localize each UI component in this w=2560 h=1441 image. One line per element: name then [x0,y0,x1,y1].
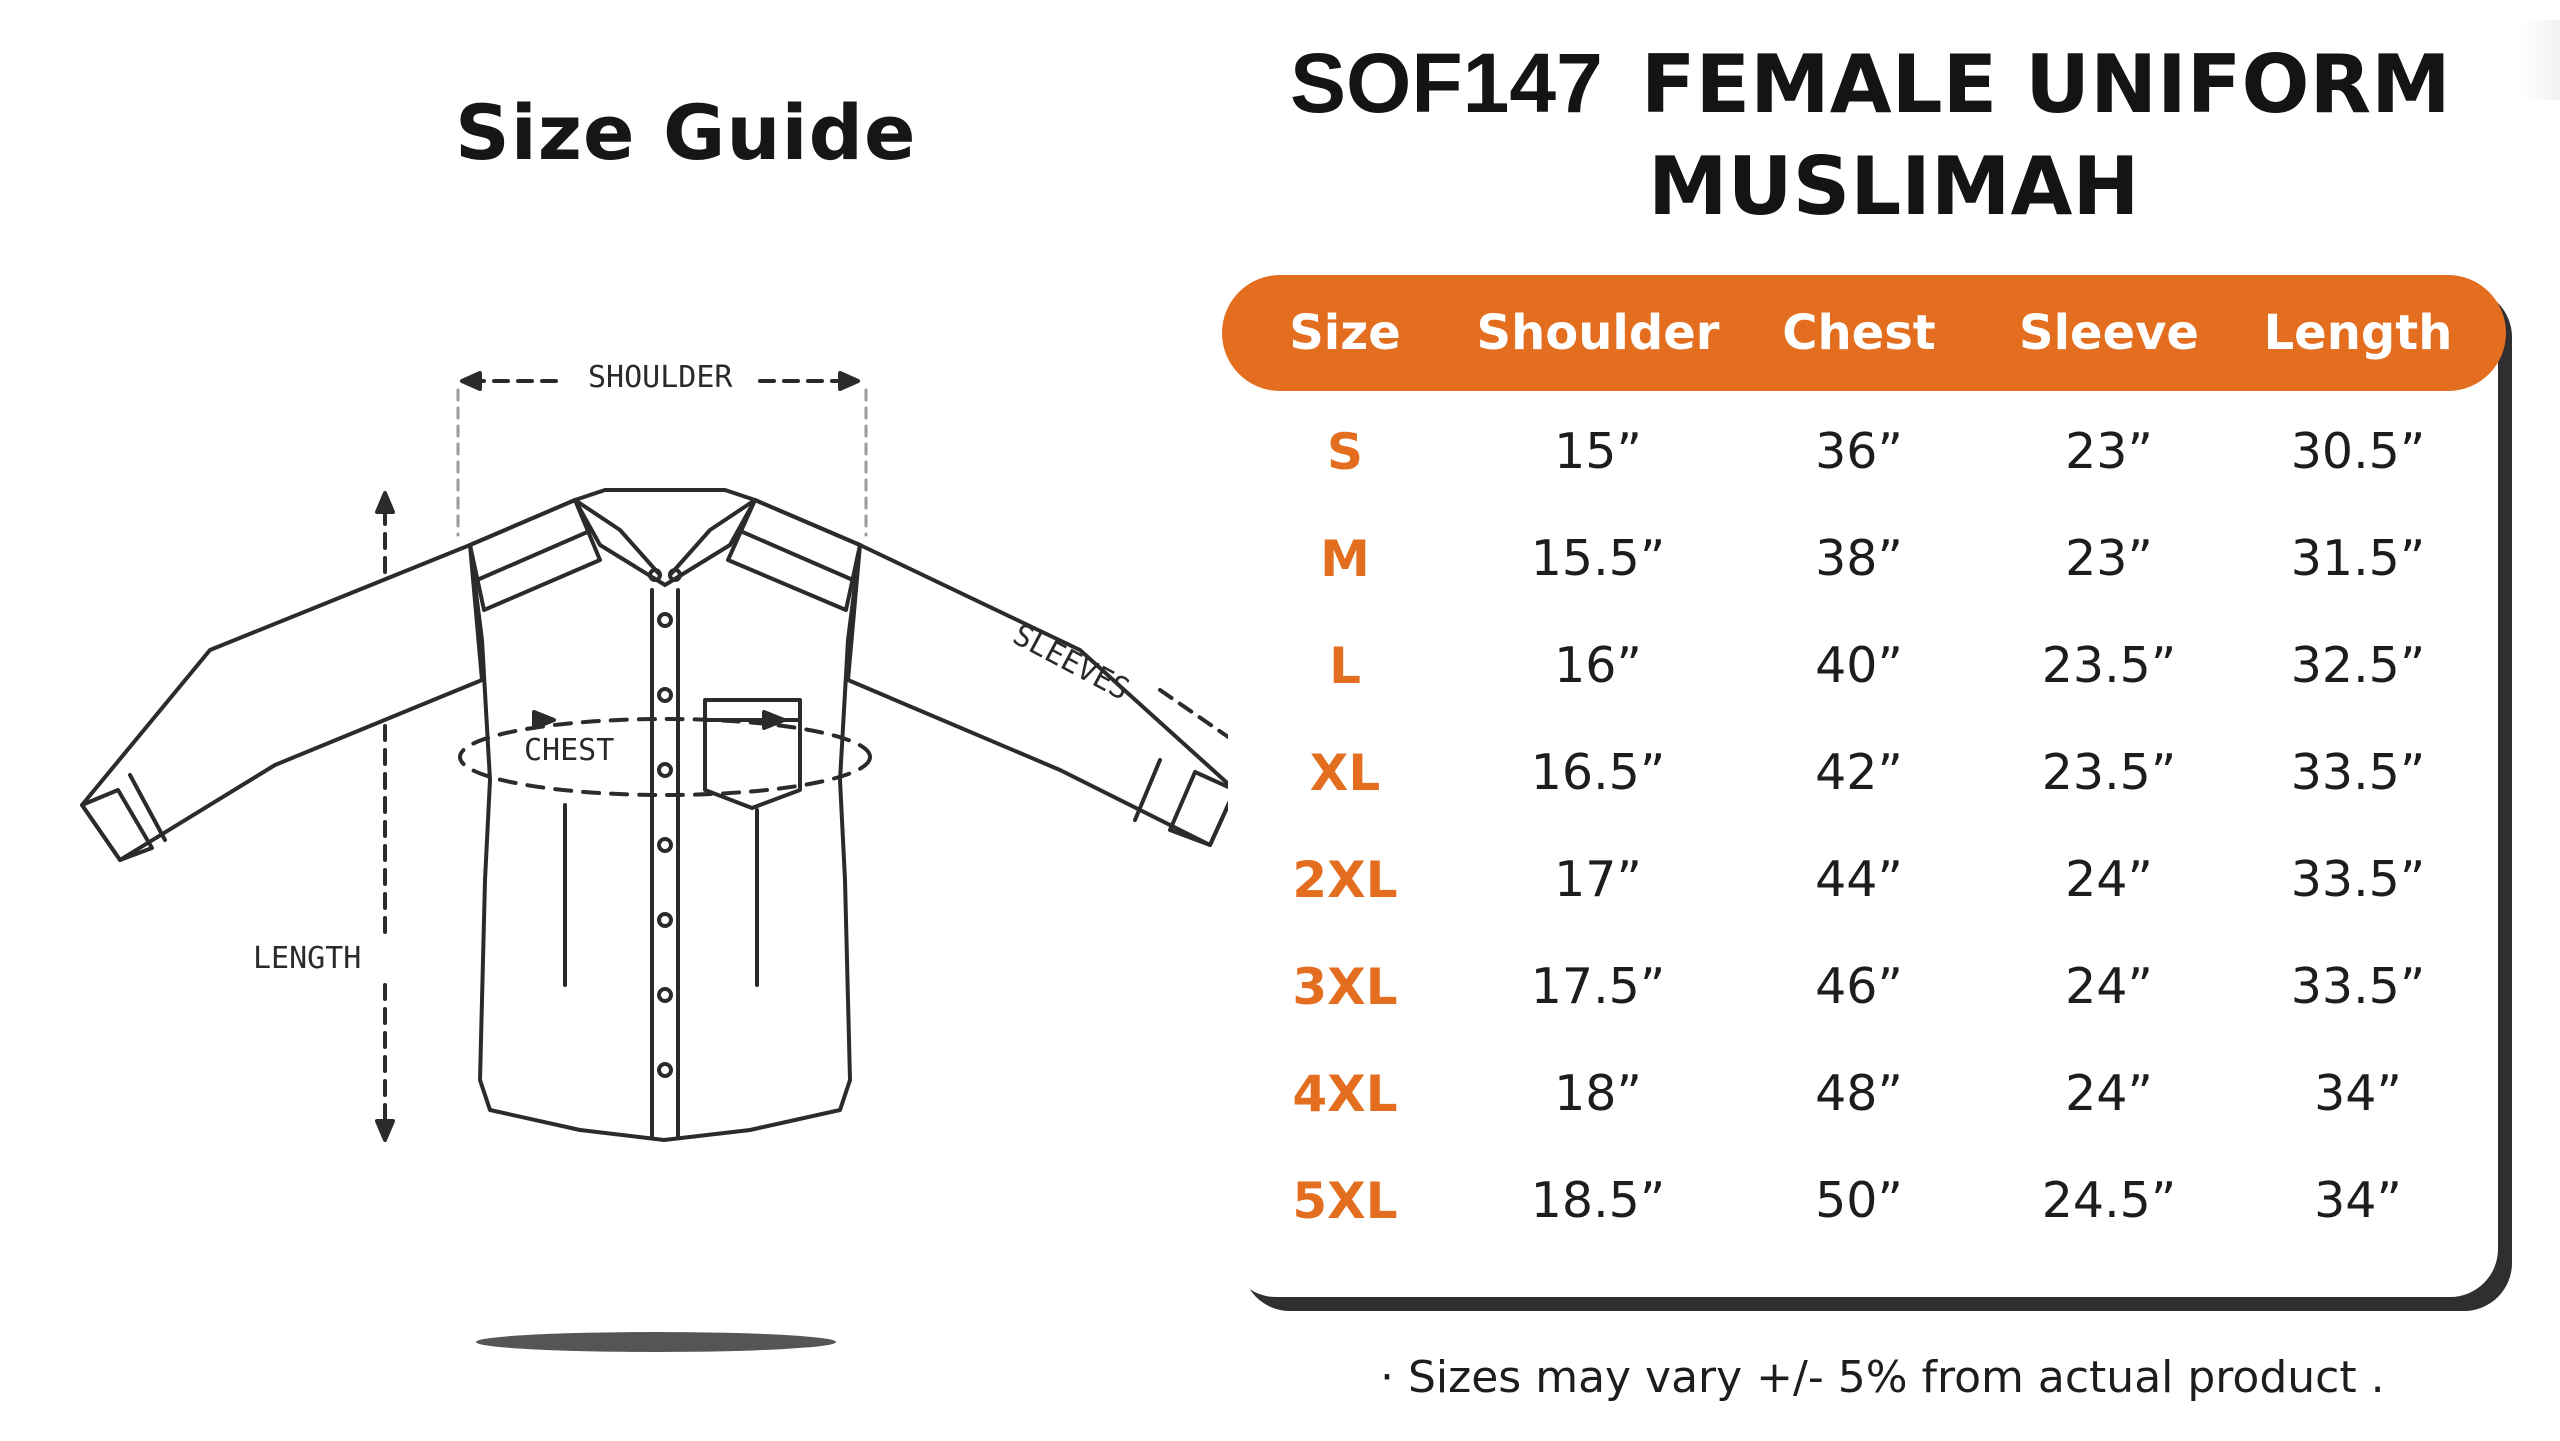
table-row [1222,612,2506,719]
cell-shoulder: 17” [1554,851,1642,908]
table-row [1222,719,2506,826]
cell-sleeve: 24” [2065,958,2153,1015]
cell-size: S [1326,422,1363,481]
table-row [1222,826,2506,933]
cell-size: M [1320,529,1370,588]
cell-shoulder: 17.5” [1530,958,1666,1015]
size-variance-note: · Sizes may vary +/- 5% from actual product . [1380,1352,2385,1403]
cell-length: 31.5” [2290,530,2426,587]
cell-chest: 42” [1815,744,1903,801]
header-shoulder: Shoulder [1476,305,1720,361]
cell-size: XL [1309,743,1381,802]
size-guide-title: Size Guide [455,88,917,177]
cell-chest: 44” [1815,851,1903,908]
size-table-header [1222,275,2506,391]
cell-sleeve: 24” [2065,851,2153,908]
table-row [1222,398,2506,505]
shirt-diagram [60,340,1280,1380]
header-chest: Chest [1782,305,1936,361]
cell-size: 4XL [1292,1064,1398,1123]
cell-length: 33.5” [2290,851,2426,908]
cell-sleeve: 23” [2065,423,2153,480]
header-length: Length [2263,305,2453,361]
cell-shoulder: 16” [1554,637,1642,694]
cell-shoulder: 18.5” [1530,1172,1666,1229]
cell-shoulder: 15.5” [1530,530,1666,587]
cell-sleeve: 23.5” [2041,637,2177,694]
table-row [1222,1040,2506,1147]
header-size: Size [1289,305,1401,361]
cell-size: 3XL [1292,957,1398,1016]
cell-shoulder: 15” [1554,423,1642,480]
table-row [1222,505,2506,612]
header-sleeve: Sleeve [2019,305,2199,361]
cell-length: 34” [2314,1172,2402,1229]
length-label: LENGTH [253,941,362,976]
corner-decoration [2520,20,2560,100]
size-table-body [1222,398,2506,1254]
cell-length: 33.5” [2290,958,2426,1015]
product-name-line1: FEMALE UNIFORM [1640,38,2451,131]
cell-shoulder: 18” [1554,1065,1642,1122]
cell-length: 32.5” [2290,637,2426,694]
product-name-line2: MUSLIMAH [1648,140,2140,233]
cell-chest: 50” [1815,1172,1903,1229]
sleeves-label: SLEEVES [1006,617,1136,708]
cell-chest: 46” [1815,958,1903,1015]
cell-sleeve: 24” [2065,1065,2153,1122]
cell-size: 5XL [1292,1171,1398,1230]
shoulder-label: SHOULDER [588,360,733,395]
table-row [1222,1147,2506,1254]
cell-size: L [1329,636,1361,695]
cell-chest: 40” [1815,637,1903,694]
cell-shoulder: 16.5” [1530,744,1666,801]
cell-length: 34” [2314,1065,2402,1122]
cell-sleeve: 24.5” [2041,1172,2177,1229]
chest-label: CHEST [524,733,615,768]
cell-sleeve: 23.5” [2041,744,2177,801]
cell-length: 30.5” [2290,423,2426,480]
cell-chest: 48” [1815,1065,1903,1122]
product-code: SOF147 [1290,36,1603,130]
cell-sleeve: 23” [2065,530,2153,587]
cell-chest: 36” [1815,423,1903,480]
cell-chest: 38” [1815,530,1903,587]
cell-size: 2XL [1292,850,1398,909]
product-title [1290,32,2451,238]
cell-length: 33.5” [2290,744,2426,801]
table-row [1222,933,2506,1040]
